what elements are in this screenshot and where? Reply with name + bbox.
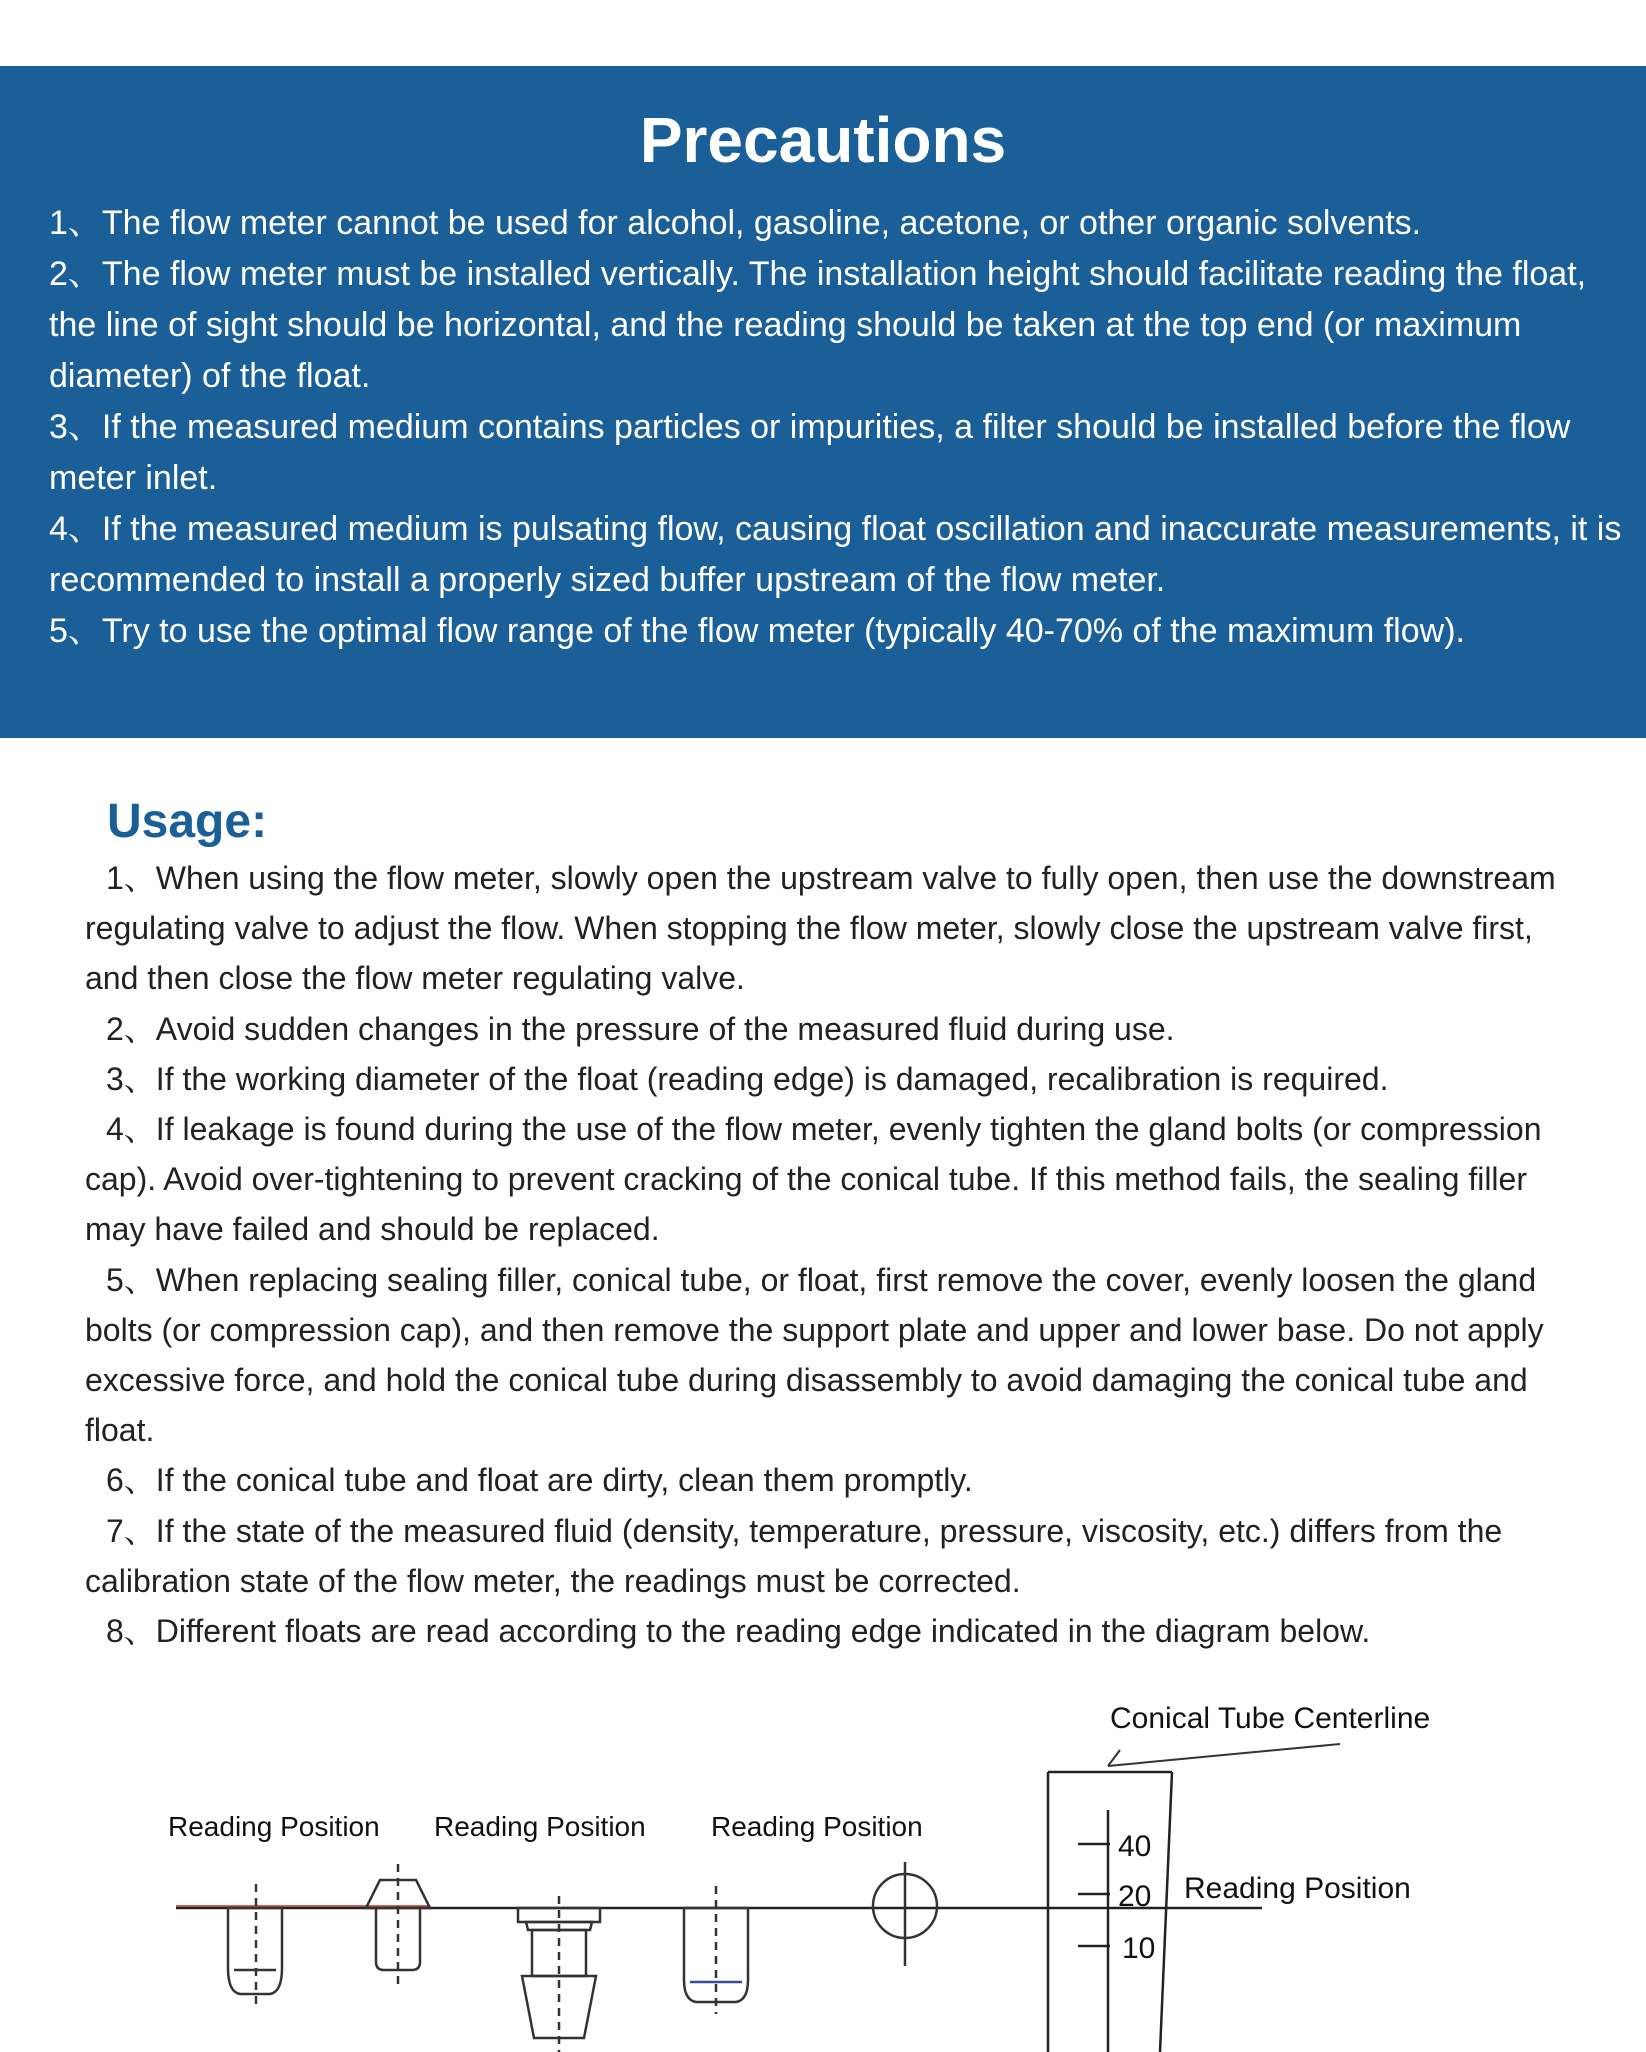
usage-item: 4、If leakage is found during the use of the flow meter, evenly tighten the gland bolts (or compression cap). Avoid over-tightening to prevent cracking of the conical tube. If this method fails, the sealing filler may have failed and should be replaced. — [85, 1111, 1542, 1248]
usage-item: 2、Avoid sudden changes in the pressure of the measured fluid during use. — [106, 1010, 1175, 1047]
float-reading-diagram — [0, 1680, 1646, 2052]
float-1 — [228, 1884, 282, 2010]
usage-item: 5、When replacing sealing filler, conical tube, or float, first remove the cover, evenly loosen the gland bolts (or compression cap), and then remove the support plate and upper and lower base. Do not apply excessive force, and hold the conical tube during disassembly to avoid damaging the conical tube and float. — [85, 1261, 1544, 1449]
reading-label-3: Reading Position — [711, 1811, 923, 1842]
precautions-section — [0, 66, 1646, 738]
float-4 — [684, 1886, 748, 2014]
float-2 — [366, 1864, 430, 1984]
scale-20: 20 — [1118, 1880, 1152, 1913]
precaution-item: 5、Try to use the optimal flow range of the flow meter (typically 40-70% of the maximum flow). — [49, 612, 1465, 650]
usage-item: 6、If the conical tube and float are dirty, clean them promptly. — [106, 1462, 973, 1499]
conical-tube — [1048, 1772, 1172, 2052]
float-3 — [518, 1896, 600, 2052]
precautions-title: Precautions — [639, 104, 1007, 176]
usage-list — [85, 853, 1575, 1656]
usage-item: 8、Different floats are read according to the reading edge indicated in the diagram below. — [106, 1613, 1371, 1650]
centerline-label: Conical Tube Centerline — [1110, 1702, 1431, 1735]
precaution-item: 1、The flow meter cannot be used for alcohol, gasoline, acetone, or other organic solvents. — [49, 204, 1422, 242]
reading-label-2: Reading Position — [434, 1811, 646, 1842]
precautions-list — [49, 198, 1629, 657]
scale-40: 40 — [1118, 1830, 1152, 1863]
precaution-item: 3、If the measured medium contains particles or impurities, a filter should be installed before the flow meter inlet. — [49, 408, 1571, 497]
usage-item: 1、When using the flow meter, slowly open the upstream valve to fully open, then use the downstream regulating valve to adjust the flow. When stopping the flow meter, slowly close the upstream valve first, and then close the flow meter regulating valve. — [85, 860, 1556, 997]
usage-item: 7、If the state of the measured fluid (density, temperature, pressure, viscosity, etc.) differs from the calibration state of the flow meter, the readings must be corrected. — [85, 1512, 1503, 1599]
usage-item: 3、If the working diameter of the float (reading edge) is damaged, recalibration is required. — [106, 1060, 1389, 1097]
scale-10: 10 — [1122, 1932, 1156, 1965]
usage-title: Usage: — [107, 795, 268, 848]
precaution-item: 4、If the measured medium is pulsating flow, causing float oscillation and inaccurate measurements, it is recommended to install a properly sized buffer upstream of the flow meter. — [49, 510, 1622, 599]
precaution-item: 2、The flow meter must be installed vertically. The installation height should facilitate reading the float, the line of sight should be horizontal, and the reading should be taken at the top end (or maximum diameter) of the float. — [49, 255, 1587, 395]
reading-label-right: Reading Position — [1184, 1872, 1411, 1905]
reading-label-1: Reading Position — [168, 1811, 380, 1842]
float-5-ball — [873, 1862, 937, 1966]
